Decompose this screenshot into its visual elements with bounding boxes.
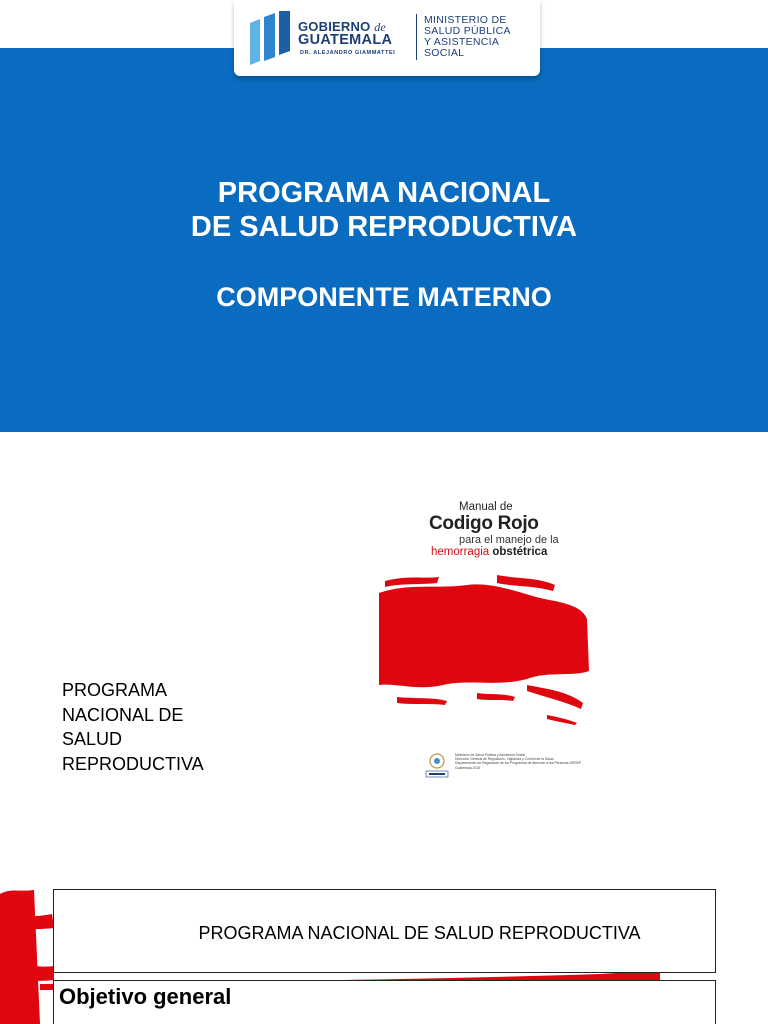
guatemala-seal-icon <box>425 752 449 780</box>
logo-president-text: DR. ALEJANDRO GIAMMATTEI <box>300 50 396 56</box>
slide3-title: PROGRAMA NACIONAL DE SALUD REPRODUCTIVA <box>198 923 641 943</box>
government-logo-card <box>234 0 540 76</box>
cover-manual-text: Manual de <box>459 501 513 513</box>
cover-credits: Ministerio de Salud Pública y Asistencia Social Dirección General de Regulación, Vigilancia y Control de la Salud Departamento de Regulación de los Programas de Atención a las Personas DRPAP Guatemala 2018 <box>455 753 582 770</box>
logo-gobierno-text: GOBIERNO de <box>298 19 386 34</box>
slide1-subtitle: COMPONENTE MATERNO <box>216 282 552 312</box>
guatemala-flag-mark-icon <box>248 11 292 65</box>
slide-cover <box>0 0 768 432</box>
cover-subtitle: para el manejo de la <box>459 534 559 546</box>
slide1-title: PROGRAMA NACIONAL DE SALUD REPRODUCTIVA <box>190 177 578 243</box>
manual-cover-image <box>377 497 589 787</box>
logo-ministry-text: MINISTERIO DE SALUD PÚBLICA Y ASISTENCIA SOCIAL <box>424 14 511 59</box>
red-brush-stroke-icon <box>377 575 589 725</box>
program-title-box <box>53 889 716 973</box>
objective-box <box>53 980 716 1024</box>
cover-title: Codigo Rojo <box>429 513 539 534</box>
objective-heading: Objetivo general <box>59 984 232 1009</box>
logo-divider <box>416 14 417 60</box>
slide2-program-label: PROGRAMA NACIONAL DE SALUD REPRODUCTIVA <box>62 680 204 774</box>
slide-objective <box>0 864 768 1024</box>
cover-hemorragia-line: hemorragia obstétrica <box>431 546 548 558</box>
slide-program-manual <box>0 432 768 864</box>
logo-guatemala-text: GUATEMALA <box>298 32 393 48</box>
